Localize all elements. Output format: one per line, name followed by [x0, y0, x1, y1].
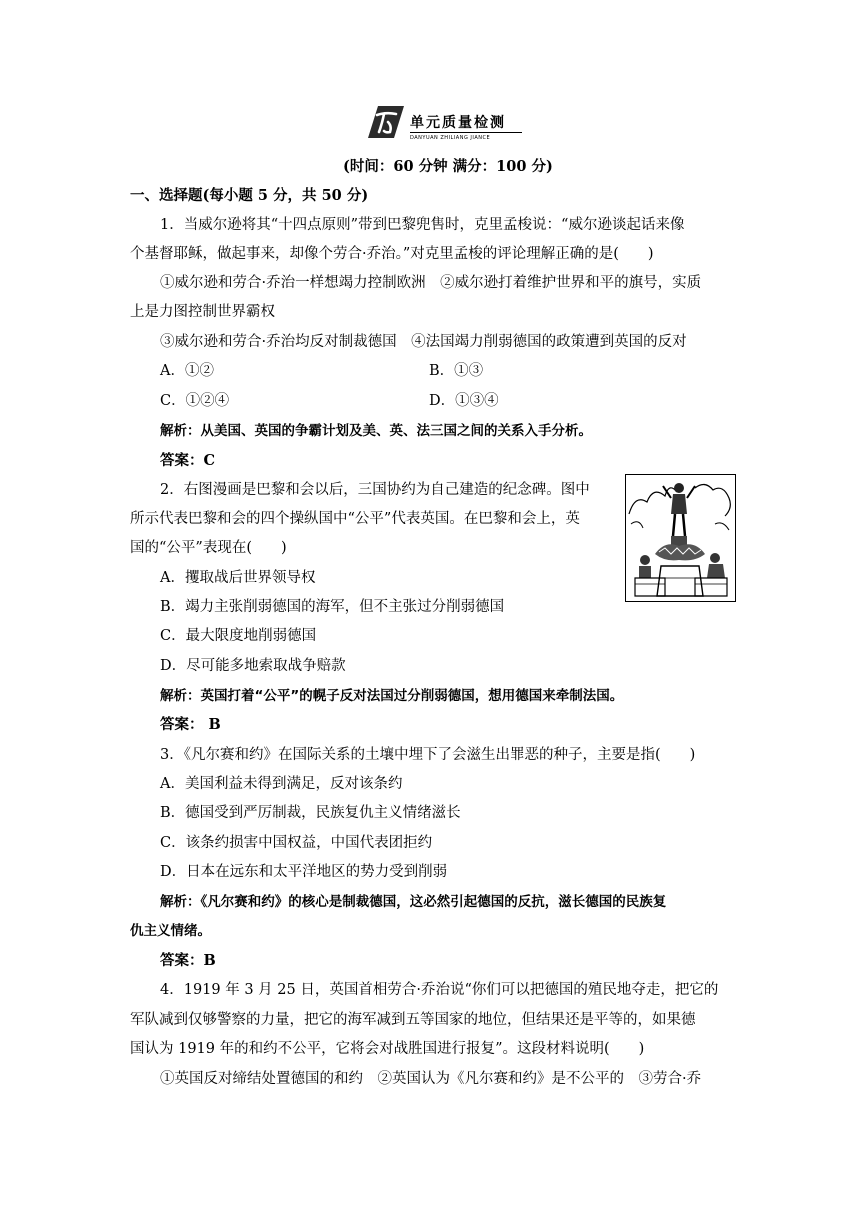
q3-stem: 3．《凡尔赛和约》在国际关系的土壤中埋下了会滋生出罪恶的种子，主要是指( ): [160, 747, 696, 763]
q4-option-line1: ①英国反对缔结处置德国的和约 ②英国认为《凡尔赛和约》是不公平的 ③劳合·乔: [160, 1071, 702, 1087]
q2-analysis: 解析：英国打着“公平”的幌子反对法国过分削弱德国，想用德国来牵制法国。: [160, 688, 624, 704]
time-info: (时间：60 分钟 满分：100 分): [343, 158, 553, 175]
q3-choice-b: B．德国受到严厉制裁，民族复仇主义情绪滋长: [160, 805, 461, 821]
q1-choice-c: C．①②④: [160, 393, 230, 409]
unit-quality-test-header: [368, 104, 528, 146]
q2-answer: 答案： B: [160, 716, 221, 733]
logo-icon: [368, 104, 404, 140]
q1-choice-a: A．①②: [160, 363, 214, 379]
q2-choice-d: D．尽可能多地索取战争赔款: [160, 658, 346, 674]
q3-choice-d: D．日本在远东和太平洋地区的势力受到削弱: [160, 864, 448, 880]
q3-answer: 答案：B: [160, 952, 216, 969]
q3-choice-c: C．该条约损害中国权益，中国代表团拒约: [160, 835, 433, 851]
q1-answer: 答案：C: [160, 452, 216, 469]
header-subtitle: DANYUAN ZHILIANG JIANCE: [410, 135, 491, 141]
q4-stem-line2: 军队减到仅够警察的力量，把它的海军减到五等国家的地位，但结果还是平等的，如果德: [130, 1012, 696, 1028]
q1-choice-d: D．①③④: [429, 393, 499, 409]
q1-stem-line2: 个基督耶稣，做起事来，却像个劳合·乔治。”对克里孟梭的评论理解正确的是( ): [130, 246, 654, 262]
q4-stem-line3: 国认为 1919 年的和约不公平，它将会对战胜国进行报复”。这段材料说明( ): [130, 1041, 645, 1057]
q1-analysis: 解析：从美国、英国的争霸计划及美、英、法三国之间的关系入手分析。: [160, 423, 592, 439]
q1-choice-b: B．①③: [429, 363, 484, 379]
q2-choice-c: C．最大限度地削弱德国: [160, 628, 317, 644]
q2-stem-line2: 所示代表巴黎和会的四个操纵国中“公平”代表英国。在巴黎和会上，英: [130, 511, 580, 527]
monument-cartoon-image: [625, 474, 736, 602]
q1-option-line1: ①威尔逊和劳合·乔治一样想竭力控制欧洲 ②威尔逊打着维护世界和平的旗号，实质: [160, 275, 702, 291]
q3-analysis-line1: 解析：《凡尔赛和约》的核心是制裁德国，这必然引起德国的反抗，滋长德国的民族复: [160, 894, 667, 910]
q2-choice-b: B．竭力主张削弱德国的海军，但不主张过分削弱德国: [160, 599, 505, 615]
q4-stem-line1: 4．1919 年 3 月 25 日，英国首相劳合·乔治说“你们可以把德国的殖民地夺走，把它的: [160, 982, 719, 998]
q3-choice-a: A．美国利益未得到满足，反对该条约: [160, 776, 403, 792]
q2-stem-line3: 国的“公平”表现在( ): [130, 540, 287, 556]
q3-analysis-line2: 仇主义情绪。: [130, 923, 211, 939]
q1-stem-line1: 1．当威尔逊将其“十四点原则”带到巴黎兜售时，克里孟梭说：“威尔逊谈起话来像: [160, 217, 685, 233]
q1-option-line2: 上是力图控制世界霸权: [130, 304, 275, 320]
q2-stem-line1: 2．右图漫画是巴黎和会以后，三国协约为自己建造的纪念碑。图中: [160, 482, 590, 498]
header-title: 单元质量检测: [410, 115, 506, 131]
q2-choice-a: A．攫取战后世界领导权: [160, 570, 316, 586]
q1-option-line3: ③威尔逊和劳合·乔治均反对制裁德国 ④法国竭力削弱德国的政策遭到英国的反对: [160, 334, 687, 350]
header-rule: [410, 132, 522, 133]
section-heading: 一、选择题(每小题 5 分，共 50 分): [130, 187, 369, 204]
